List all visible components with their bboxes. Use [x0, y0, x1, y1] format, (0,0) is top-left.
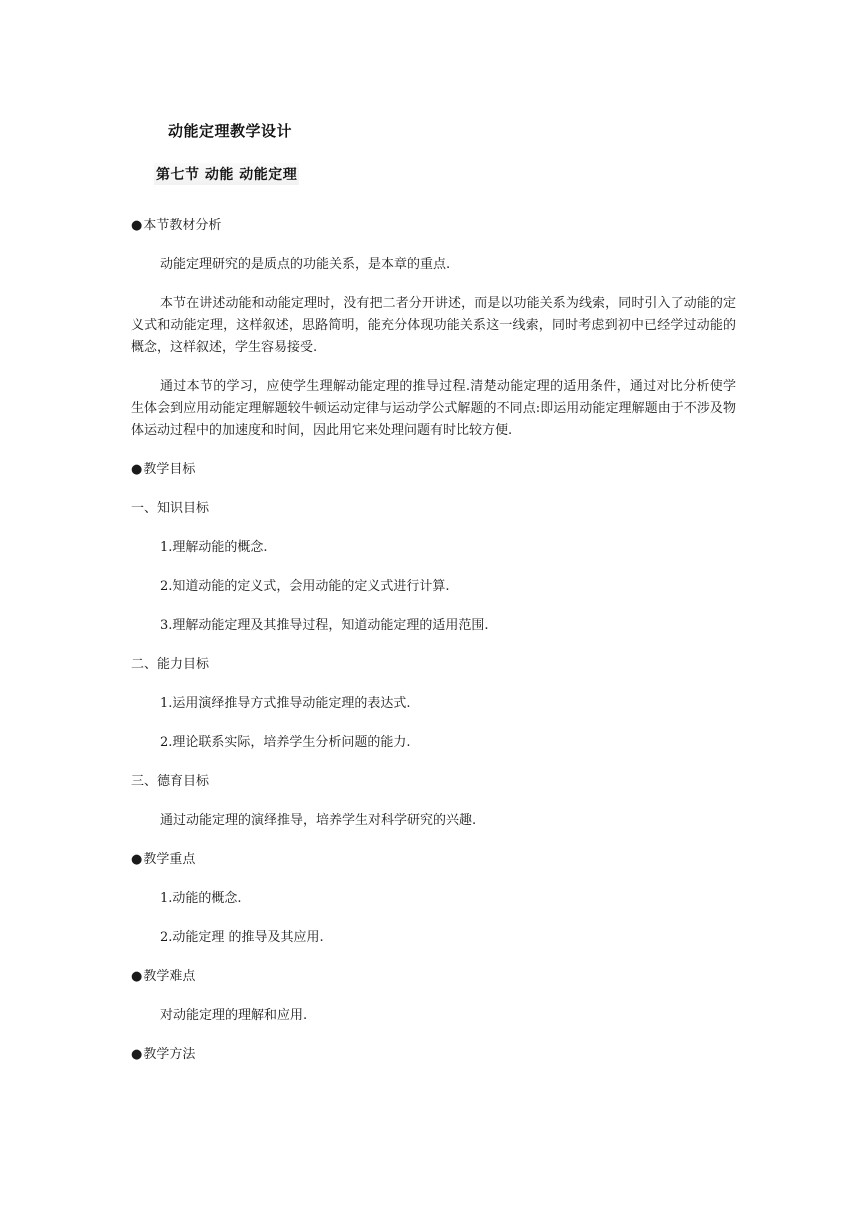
heading-goals: ●教学目标 [131, 462, 196, 477]
subheading-ability: 二、能力目标 [131, 657, 210, 672]
bullet-icon: ● [131, 852, 143, 867]
heading-key-points: ●教学重点 [131, 852, 196, 867]
paragraph: 通过本节的学习，应使学生理解动能定理的推导过程.清楚动能定理的适用条件，通过对比分析使学生体会到应用动能定理解题较牛顿运动定律与运动学公式解题的不同点:即运用动能定理解题由于不涉及物体运动过程中的加速度和时间，因此用它来处理问题有时比较方便. [131, 379, 736, 438]
bullet-icon: ● [131, 1047, 143, 1062]
document-title: 动能定理教学设计 [168, 122, 293, 140]
section-subtitle: 第七节 动能 动能定理 [154, 163, 299, 185]
heading-analysis: ●本节教材分析 [131, 218, 222, 233]
list-item: 1.动能的概念. [160, 891, 242, 906]
subheading-moral: 三、德育目标 [131, 774, 210, 789]
list-item: 2.动能定理 的推导及其应用. [160, 930, 324, 945]
list-item: 通过动能定理的演绎推导，培养学生对科学研究的兴趣. [160, 813, 477, 828]
list-item: 1.运用演绎推导方式推导动能定理的表达式. [160, 696, 411, 711]
heading-methods: ●教学方法 [131, 1047, 196, 1062]
paragraph: 动能定理研究的是质点的功能关系，是本章的重点. [160, 257, 451, 272]
heading-difficulties: ●教学难点 [131, 969, 196, 984]
list-item: 对动能定理的理解和应用. [160, 1008, 308, 1023]
subheading-knowledge: 一、知识目标 [131, 501, 210, 516]
paragraph: 本节在讲述动能和动能定理时，没有把二者分开讲述，而是以功能关系为线索，同时引入了动能的定义式和动能定理，这样叙述，思路简明，能充分体现功能关系这一线索，同时考虑到初中已经学过动能的概念，这样叙述，学生容易接受. [131, 296, 736, 355]
list-item: 1.理解动能的概念. [160, 540, 268, 555]
bullet-icon: ● [131, 462, 143, 477]
document-body [131, 215, 736, 1083]
bullet-icon: ● [131, 969, 143, 984]
list-item: 3.理解动能定理及其推导过程，知道动能定理的适用范围. [160, 618, 489, 633]
list-item: 2.理论联系实际，培养学生分析问题的能力. [160, 735, 411, 750]
list-item: 2.知道动能的定义式，会用动能的定义式进行计算. [160, 579, 450, 594]
bullet-icon: ● [131, 218, 143, 233]
